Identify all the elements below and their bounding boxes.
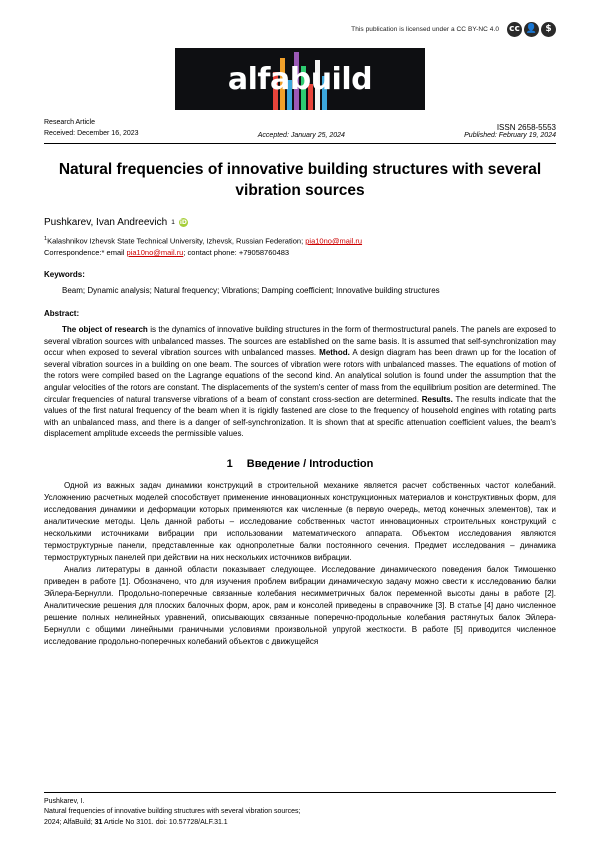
section-heading [44, 458, 556, 470]
abstract-method-label: Method. [319, 348, 350, 358]
section-name: Введение / Introduction [246, 457, 374, 470]
affiliation-text: Kalashnikov Izhevsk State Technical University, Izhevsk, Russian Federation; [47, 236, 306, 246]
footer-title: Natural frequencies of innovative building structures with several vibration sources; [44, 808, 301, 815]
author-name: Pushkarev, Ivan Andreevich [44, 216, 168, 228]
page-title: Natural frequencies of innovative building structures with several vibration sources [58, 161, 542, 199]
issn: ISSN 2658-5553 [496, 123, 556, 133]
abstract-part3: The results indicate that the values of the first natural frequency of the beam when it is rigidly fastened are close to the frequency of household engines with rotating parts with an unbalanced mass, and there is a danger of self-synchronization. It is shown that at specific attenuation coefficient values, the beam's displacement amplitude exceeds the permissible values. [44, 394, 556, 439]
published-date: Published: February 19, 2024 [464, 132, 556, 140]
affiliation-line [44, 235, 556, 247]
received-date: Received: December 16, 2023 [44, 130, 139, 138]
correspondence-line [44, 247, 556, 259]
accepted-date: Accepted: January 25, 2024 [257, 132, 345, 140]
keywords-text: Beam; Dynamic analysis; Natural frequency; Vibrations; Damping coefficient; Innovative building structures [62, 286, 440, 296]
cc-by-icon: 👤 [524, 22, 539, 37]
abstract-lead: The object of research [62, 325, 148, 334]
orcid-icon[interactable]: iD [179, 218, 187, 226]
author-line [44, 217, 556, 228]
footer-volume: 31 [94, 818, 103, 826]
journal-logo [44, 48, 556, 110]
footer-citation-prefix: 2024; AlfaBuild; [44, 818, 95, 826]
footer-divider [44, 792, 556, 793]
logo-text-left: alfa [227, 61, 290, 97]
logo-text-right: build [289, 61, 373, 97]
section-number: 1 [226, 457, 233, 470]
abstract-results-label: Results. [421, 394, 453, 404]
correspondence-label: Correspondence:* email [44, 247, 127, 257]
affiliation-block [44, 235, 556, 259]
article-type: Research Article [44, 119, 95, 126]
license-bar [44, 16, 556, 42]
article-meta [44, 117, 556, 139]
license-text: This publication is licensed under a CC BY-NC 4.0 [351, 25, 499, 33]
footer-author: Pushkarev, I. [44, 797, 85, 805]
author-affiliation-marker: 1 [171, 218, 175, 226]
body-paragraph: Анализ литературы в данной области показывает следующее. Исследование динамического поведения балок Тимошенко приведен в работе [1]. Обозначено, что для изучения проблем вибрации динамическую задачу можно свести к исследованию балки Эйлера-Бернулли. Продольно-поперечные связанные колебания несимметричных балок переменной высоты даны в работе [2]. Аналитические решения для плоских балочных форм, арок, рам и консолей приведены в справочнике [3]. В статье [4] дано численное решение полных нелинейных уравнений, описывающих связанные поперечно-продольные колебания растянутых балок Эйлера-Бернулли с общими линейными граничными условиями произвольной упругой жесткости. В работе [5] приводится численное исследование продольно-поперечных колебаний объектов с движущейся [44, 564, 556, 646]
affiliation-marker: 1 [44, 235, 48, 242]
cc-nc-icon: $ [541, 22, 556, 37]
header-divider [44, 143, 556, 144]
page-footer [44, 792, 556, 829]
journal-logo-text [228, 62, 372, 97]
meta-left [44, 117, 139, 139]
cc-icon: cc [507, 22, 522, 37]
correspondence-phone: ; contact phone: +79058760483 [183, 247, 290, 257]
correspondence-email-link[interactable]: pia10no@mail.ru [126, 247, 184, 257]
meta-right [464, 123, 556, 139]
abstract-heading: Abstract: [44, 309, 80, 318]
body-paragraph: Одной из важных задач динамики конструкций в строительной механике является расчет собственных частот колебаний. Усложнению расчетных моделей способствует применение инновационных конструкционных материалов и конструктивных форм, для исследования динамики и деформации которых применяются как численные (в первую очередь, метод конечных элементов), так и аналитические методы. Цель данной работы – исследование собственных частот инновационных строительных конструкций с несколькими источниками вибрации при использовании математического аппарата. Объектом исследования являются термоструктурные панели, представленные как однопролетные балки постоянного сечения. Предмет исследования – динамика термоструктурных панелей при действии на них нескольких источников вибрации. [44, 480, 556, 562]
abstract-text [44, 324, 556, 440]
footer-doi: Article No 3101. doi: 10.57728/ALF.31.1 [102, 818, 228, 826]
creative-commons-badges [507, 22, 556, 37]
journal-logo-box [175, 48, 425, 110]
keywords-heading: Keywords: [44, 270, 85, 280]
footer-citation [44, 818, 556, 829]
abstract-part2: A design diagram has been drawn up for the location of several vibration sources in a building on one beam. The sources of vibration were rotors with unbalanced masses. The equations of motion of the rotors were compiled based on the Lagrange equations of the second kind. An analytical solution is found under the assumption that the angular velocities of the rotors are constant. The displacements of the system's center of mass from the equilibrium position are determined. The circular frequencies of natural transverse vibrations of a beam of constant cross-section are determined. [44, 348, 556, 404]
abstract-part1: is the dynamics of innovative building structures in the form of thermostructural panels. The panels are exposed to several vibration sources with unbalanced masses. The sources are established on the same basis. It is assumed that self-synchronization may occur when exposed to several vibration sources with unbalanced masses. [44, 325, 556, 358]
affiliation-email-link[interactable]: pia10no@mail.ru [305, 236, 363, 246]
